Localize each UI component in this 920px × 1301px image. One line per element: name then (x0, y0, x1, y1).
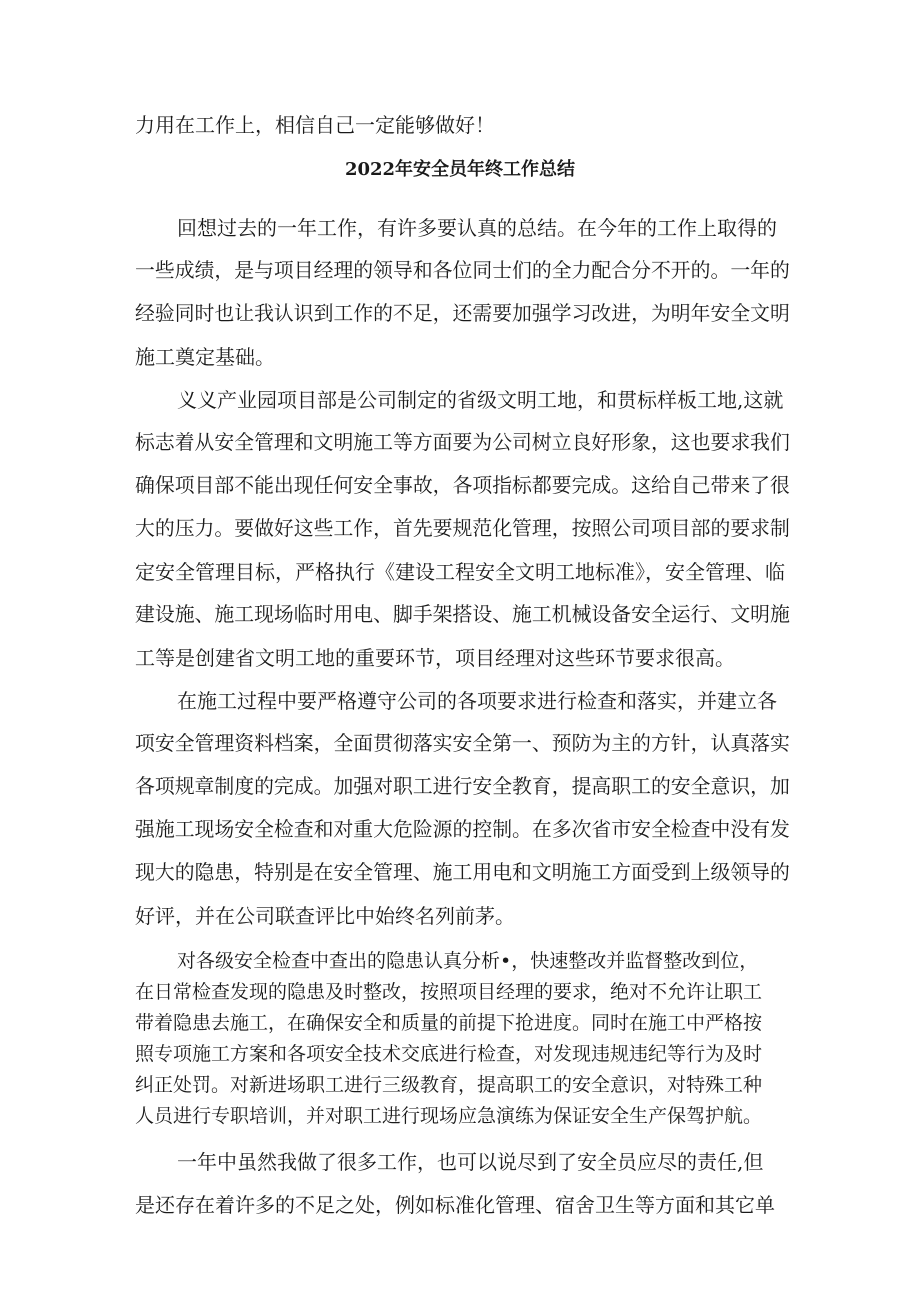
paragraph-line: 确保项目部不能出现任何安全事故，各项指标都要完成。这给自己带来了很 (135, 474, 790, 497)
paragraph-line: 人员进行专职培训，并对职工进行现场应急演练为保证安全生产保驾护航。 (135, 1105, 763, 1127)
paragraph-line: 现大的隐患，特别是在安全管理、施工用电和文明施工方面受到上级领导的 (135, 861, 790, 884)
paragraph-line: 在施工过程中要严格遵守公司的各项要求进行检查和落实，并建立各 (177, 689, 777, 713)
paragraph-line: 照专项施工方案和各项安全技术交底进行检查，对发现违规违纪等行为及时 (135, 1043, 763, 1065)
paragraph-line: 项安全管理资料档案，全面贯彻落实安全第一、预防为主的方针，认真落实 (135, 732, 790, 755)
document-title: 2022年安全员年终工作总结 (344, 159, 576, 180)
paragraph-line: 建设施、施工现场临时用电、脚手架搭设、施工机械设备安全运行、文明施 (135, 603, 790, 626)
paragraph-line: 是还存在着许多的不足之处，例如标准化管理、宿舍卫生等方面和其它单 (135, 1193, 775, 1217)
paragraph-line: 大的压力。要做好这些工作，首先要规范化管理，按照公司项目部的要求制 (135, 517, 790, 540)
lead-line: 力用在工作上，相信自己一定能够做好！ (135, 113, 495, 137)
paragraph-line: 在日常检查发现的隐患及时整改，按照项目经理的要求，绝对不允许让职工 (135, 981, 763, 1003)
paragraph-line: 各项规章制度的完成。加强对职工进行安全教育，提高职工的安全意识，加 (135, 775, 790, 798)
paragraph-line: 施工奠定基础。 (135, 345, 275, 369)
paragraph-line: 强施工现场安全检查和对重大危险源的控制。在多次省市安全检查中没有发 (135, 818, 790, 841)
paragraph-line: 回想过去的一年工作，有许多要认真的总结。在今年的工作上取得的 (177, 216, 777, 240)
paragraph-line: 义义产业园项目部是公司制定的省级文明工地，和贯标样板工地,这就 (177, 388, 784, 412)
paragraph-line: 定安全管理目标，严格执行《建设工程安全文明工地标准》，安全管理、临 (135, 560, 785, 584)
paragraph-line: 经验同时也让我认识到工作的不足，还需要加强学习改进，为明年安全文明 (135, 302, 790, 325)
paragraph-line: 纠正处罚。对新进场职工进行三级教育，提高职工的安全意识，对特殊工种 (135, 1074, 763, 1096)
paragraph-line: 带着隐患去施工，在确保安全和质量的前提下抢进度。同时在施工中严格按 (135, 1012, 763, 1034)
paragraph-line: 工等是创建省文明工地的重要环节，项目经理对这些环节要求很高。 (135, 646, 735, 670)
paragraph-line: 好评，并在公司联查评比中始终名列前茅。 (135, 904, 515, 928)
paragraph-line: 标志着从安全管理和文明施工等方面要为公司树立良好形象，这也要求我们 (135, 431, 790, 454)
paragraph-line: 一些成绩，是与项目经理的领导和各位同士们的全力配合分不开的。一年的 (135, 259, 790, 282)
paragraph-line: 一年中虽然我做了很多工作，也可以说尽到了安全员应尽的责任,但 (177, 1150, 764, 1174)
paragraph-line: 对各级安全检查中查出的隐患认真分析•，快速整改并监督整改到位， (177, 950, 759, 972)
